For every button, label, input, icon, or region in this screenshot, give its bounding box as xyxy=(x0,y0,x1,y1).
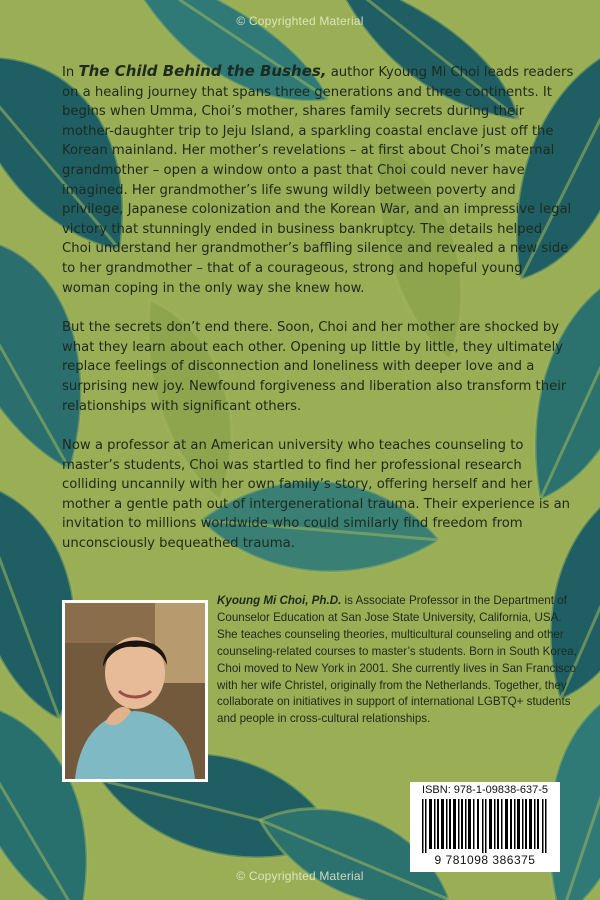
author-portrait-icon xyxy=(65,603,205,779)
watermark-bottom: © Copyrighted Material xyxy=(236,869,364,883)
book-title: The Child Behind the Bushes, xyxy=(78,62,327,80)
author-bio xyxy=(217,593,583,728)
isbn-barcode-icon xyxy=(420,799,550,853)
blurb-intro: In xyxy=(62,65,79,80)
blurb-paragraph-1-text: author Kyoung Mi Choi leads readers on a healing journey that spans three generations and three continents. It begins when Umma, Choi’s mother, shares family secrets during their mother-daughter trip to Jeju Island, a sparkling coastal enclave just off the Korean mainland. Her mother’s revelations – at first about Choi’s maternal grandmother – open a window onto a past that Choi could never have imagined. Her grandmother’s life swung wildly between poverty and privilege, Japanese colonization and the Korean War, and an impressive legal victory that stunningly ended in business bankruptcy. The details helped Choi understand her grandmother’s baffling silence and revealed a new side to her grandmother – that of a courageous, strong and hopeful young woman coping in the only way she knew how. xyxy=(62,65,574,296)
barcode-digits: 9 781098 386375 xyxy=(434,853,536,867)
book-description xyxy=(62,62,574,574)
author-photo xyxy=(62,600,208,782)
blurb-paragraph-3: Now a professor at an American university who teaches counseling to master’s students, Choi was startled to find her professional research colliding uncannily with her own family’s story, offering herself and her mother a gentle path out of intergenerational trauma. Their experience is an invitation to millions worldwide who could similarly find freedom from unconsciously bequeathed trauma. xyxy=(62,438,571,552)
author-name: Kyoung Mi Choi, Ph.D. xyxy=(217,594,342,607)
isbn-label: ISBN: 978-1-09838-637-5 xyxy=(422,784,548,796)
watermark-top: © Copyrighted Material xyxy=(236,14,364,28)
author-bio-text: is Associate Professor in the Department of Counselor Education at San Jose State University, California, USA. She teaches counseling theories, multicultural counseling and other counseling-related courses to master’s students. Born in South Korea, Choi moved to New York in 2001. She currently lives in San Francisco with her wife Christel, originally from the Netherlands. Together, they collaborate on initiatives in support of international LGBTQ+ students and people in cross-cultural relationships. xyxy=(217,594,577,726)
barcode-box xyxy=(410,782,560,872)
blurb-paragraph-2: But the secrets don’t end there. Soon, Choi and her mother are shocked by what they learn about each other. Opening up little by little, they ultimately replace feelings of disconnection and loneliness with deeper love and a surprising new joy. Newfound forgiveness and liberation also transform their relationships with significant others. xyxy=(62,320,567,414)
blurb-paragraph-1 xyxy=(62,62,574,298)
